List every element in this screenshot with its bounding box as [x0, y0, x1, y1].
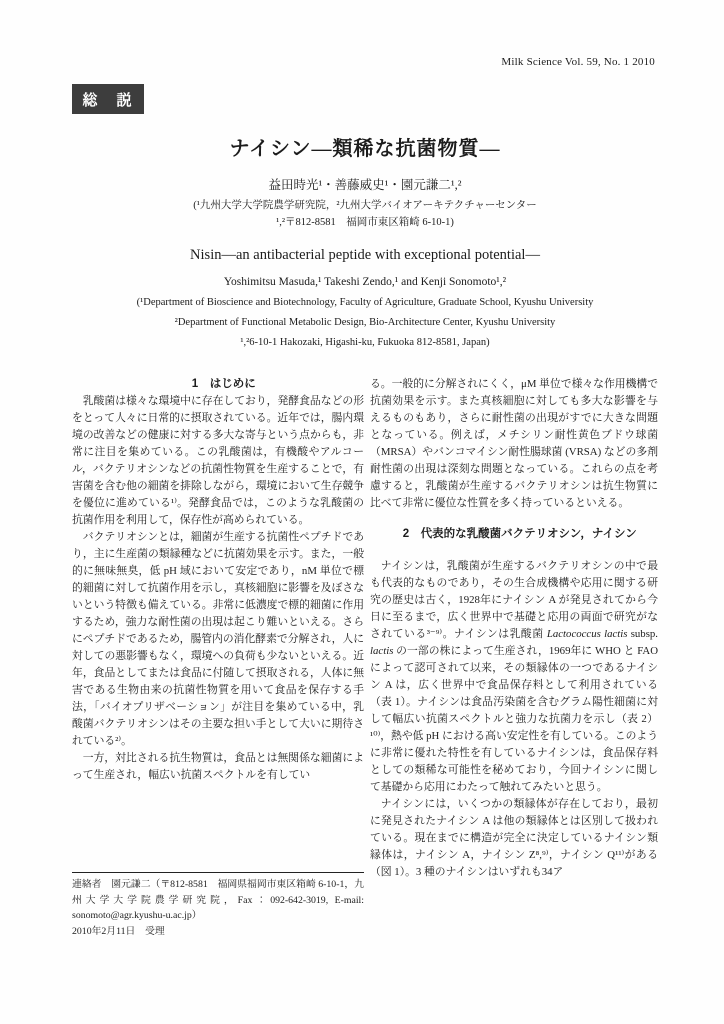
paragraph-intro-2: バクテリオシンとは，細菌が生産する抗菌性ペプチドであり，主に生産菌の類縁種などに抗菌効果を示す。また，一般的に無味無臭，低 pH 域において安定であり，nM 単位で標的細菌に対して抗菌作用を示し，真核細胞に影響を及ぼさないという特徴も備えている。非常に低濃度で標的細菌に作用するため，強力な耐性菌の出現は起こり難いといえる。さらにペプチドであるため，腸管内の消化酵素で分解され，人に対しての悪影響もなく，環境への負荷も少ないといえる。近年，食品としてまたは食品に付随して摂取される，人体に無害である生物由来の抗菌性物質を用いて食品を保存する手法，「バイオプリザベーション」が注目を集めている中，乳酸菌バクテリオシンはその主要な担い手として大いに期待されている²⁾。: [72, 531, 364, 747]
species-name-italic-1: Lactococcus lactis: [546, 628, 628, 640]
category-badge-label: 総 説: [82, 91, 134, 109]
species-name-italic-2: lactis: [370, 645, 394, 657]
paragraph-nisin-variants: ナイシンには，いくつかの類縁体が存在しており，最初に発見されたナイシン A は他の類縁体とは区別して扱われている。現在までに構造が完全に決定しているナイシン類縁体は，ナイシン A，ナイシン Z⁸,⁹⁾，ナイシン Q¹¹⁾がある（図 1）。3 種のナイシンはいずれも34ア: [370, 798, 658, 878]
category-badge: [72, 84, 144, 114]
authors-japanese: 益田時光¹・善藤威史¹・園元謙二¹,²: [268, 178, 462, 192]
section-1-heading: 1 はじめに: [191, 378, 256, 390]
footnote-divider: [72, 872, 364, 873]
paragraph-intro-3-continued: る。一般的に分解されにくく，μM 単位で様々な作用機構で抗菌効果を示す。また真核細胞に対しても多大な影響を与えるものもあり，さらに耐性菌の出現がすでに大きな問題となっている。例えば，メチシリン耐性黄色ブドウ球菌（MRSA）やバンコマイシン耐性腸球菌 (VRSA) などの多剤耐性菌の出現は深刻な問題となっている。これらの点を考慮すると，乳酸菌が生産するバクテリオシンは抗生物質に比べて非常に優位な性質を多く持っているといえる。: [370, 378, 658, 509]
paragraph-nisin-overview: [370, 558, 658, 796]
affiliation-japanese-2: ¹,²〒812-8581 福岡市東区箱崎 6-10-1): [276, 217, 454, 228]
title-japanese: ナイシン―類稀な抗菌物質―: [229, 138, 501, 160]
body-left-column: [72, 376, 364, 784]
section-2-heading: 2 代表的な乳酸菌バクテリオシン，ナイシン: [402, 528, 637, 540]
affiliation-english-1: (¹Department of Bioscience and Biotechnology, Faculty of Agriculture, Graduate School, Kyushu University: [136, 297, 594, 308]
paragraph-nisin-overview-text-3: の一部の株によって生産され，1969年に WHO と FAO によって認可されて以来，その類縁体の一つであるナイシン A は，広く世界中で食品保存料として利用されている（表 1）。ナイシンは食品汚染菌を含むグラム陽性細菌に対して幅広い抗菌スペクトルと強力な抗菌力を示し（表 2）¹⁰⁾，熱や低 pH における高い安定性を有している。このように非常に優れた特性を有しているナイシンは，食品保存料としての類稀な可能性を秘めており，今回ナイシンに関して基礎から応用にわたって触れてみたいと思う。: [370, 645, 658, 793]
acceptance-date: 2010年2月11日 受理: [72, 925, 165, 937]
paragraph-nisin-overview-text-2: subsp.: [627, 628, 659, 640]
affiliation-english-3: ¹,²6-10-1 Hakozaki, Higashi-ku, Fukuoka 812-8581, Japan): [240, 337, 490, 348]
footnote-block: [72, 872, 364, 939]
affiliation-english-2: ²Department of Functional Metabolic Design, Bio-Architecture Center, Kyushu University: [174, 317, 556, 328]
journal-header: Milk Science Vol. 59, No. 1 2010: [501, 56, 655, 68]
correspondence-note: 連絡者 園元謙二（〒812-8581 福岡県福岡市東区箱崎 6-10-1，九州大学大学院農学研究院，Fax：092-642-3019, E-mail: sonomoto@agr.kyushu-u.ac.jp）: [72, 879, 364, 921]
authors-english: Yoshimitsu Masuda,¹ Takeshi Zendo,¹ and Kenji Sonomoto¹,²: [223, 276, 507, 288]
title-english: Nisin—an antibacterial peptide with exceptional potential—: [190, 247, 540, 263]
body-right-column: [370, 376, 658, 881]
affiliation-japanese-1: (¹九州大学大学院農学研究院，²九州大学バイオアーキテクチャーセンター: [193, 200, 537, 211]
paragraph-intro-3: 一方，対比される抗生物質は，食品とは無関係な細菌によって生産され，幅広い抗菌スペクトルを有してい: [72, 752, 364, 781]
paragraph-nisin-overview-text-1: ナイシンは，乳酸菌が生産するバクテリオシンの中で最も代表的なものであり，その生合成機構や応用に関する研究の歴史は古く，1928年にナイシン A が発見されてから今日に至るまで，広く世界中で基礎と応用の両面で研究がなされている³⁻⁹⁾。ナイシンは乳酸菌: [370, 560, 658, 640]
paragraph-intro-1: 乳酸菌は様々な環境中に存在しており，発酵食品などの形をとって人々に日常的に摂取されている。近年では，腸内環境の改善などの健康に対する多大な寄与という点からも，非常に注目を集めている。この乳酸菌は，有機酸やアルコール，バクテリオシンなどの抗菌性物質を生産することで，有害菌を含む他の細菌を排除しながら，環境において生存競争を優位に進めている¹⁾。発酵食品では，このような乳酸菌の抗菌作用を利用して，保存性が高められている。: [72, 395, 364, 526]
